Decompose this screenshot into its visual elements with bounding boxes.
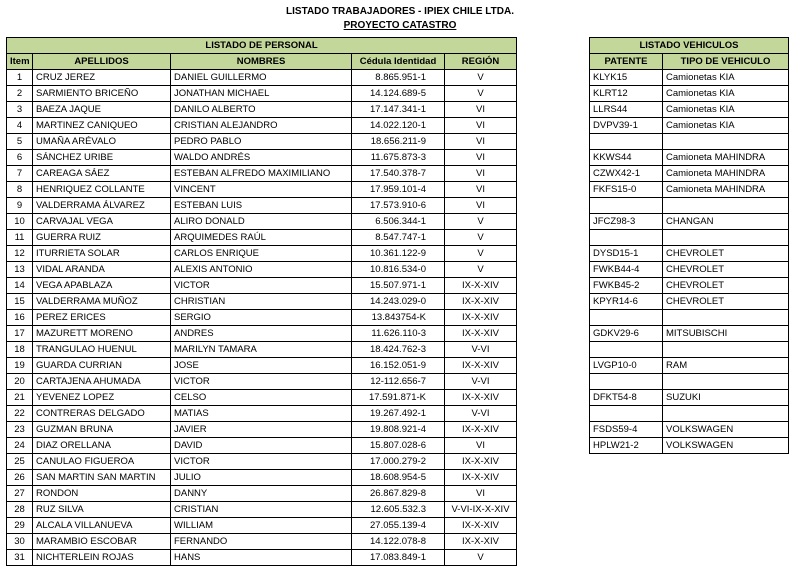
cell-region: IX-X-XIV (445, 294, 517, 310)
personal-table-title: LISTADO DE PERSONAL (7, 38, 517, 54)
table-row (7, 230, 517, 246)
cell-item: 29 (7, 518, 33, 534)
cell-cedula: 8.547.747-1 (352, 230, 445, 246)
table-row (590, 406, 789, 422)
cell-cedula: 18.424.762-3 (352, 342, 445, 358)
cell-patente (590, 310, 663, 326)
cell-nombres: CRISTIAN (171, 502, 352, 518)
cell-tipo-vehiculo: Camionetas KIA (663, 86, 789, 102)
cell-cedula: 14.122.078-8 (352, 534, 445, 550)
cell-nombres: WILLIAM (171, 518, 352, 534)
cell-region: IX-X-XIV (445, 534, 517, 550)
table-row (590, 342, 789, 358)
cell-nombres: MATIAS (171, 406, 352, 422)
cell-nombres: CARLOS ENRIQUE (171, 246, 352, 262)
cell-apellidos: ALCALA VILLANUEVA (33, 518, 171, 534)
cell-cedula: 17.573.910-6 (352, 198, 445, 214)
cell-apellidos: CANULAO FIGUEROA (33, 454, 171, 470)
table-row (590, 326, 789, 342)
cell-apellidos: ITURRIETA SOLAR (33, 246, 171, 262)
cell-item: 18 (7, 342, 33, 358)
table-row (590, 86, 789, 102)
cell-apellidos: VALDERRAMA ÁLVAREZ (33, 198, 171, 214)
cell-tipo-vehiculo (663, 230, 789, 246)
cell-nombres: DANNY (171, 486, 352, 502)
cell-item: 21 (7, 390, 33, 406)
cell-patente (590, 406, 663, 422)
cell-nombres: MARILYN TAMARA (171, 342, 352, 358)
cell-item: 31 (7, 550, 33, 566)
table-row (590, 310, 789, 326)
cell-apellidos: HENRIQUEZ COLLANTE (33, 182, 171, 198)
cell-region: V (445, 262, 517, 278)
cell-region: V-VI (445, 374, 517, 390)
cell-apellidos: MARAMBIO ESCOBAR (33, 534, 171, 550)
cell-region: V (445, 246, 517, 262)
cell-nombres: JOSE (171, 358, 352, 374)
document-titles (0, 5, 800, 33)
cell-nombres: ALEXIS ANTONIO (171, 262, 352, 278)
cell-cedula: 12-112.656-7 (352, 374, 445, 390)
cell-cedula: 6.506.344-1 (352, 214, 445, 230)
cell-nombres: DANIEL GUILLERMO (171, 70, 352, 86)
cell-item: 19 (7, 358, 33, 374)
cell-patente: JFCZ98-3 (590, 214, 663, 230)
cell-nombres: ESTEBAN ALFREDO MAXIMILIANO (171, 166, 352, 182)
cell-patente: LLRS44 (590, 102, 663, 118)
cell-region: IX-X-XIV (445, 518, 517, 534)
sub-title: PROYECTO CATASTRO (343, 20, 457, 31)
cell-item: 10 (7, 214, 33, 230)
table-row (7, 550, 517, 566)
cell-item: 17 (7, 326, 33, 342)
cell-item: 11 (7, 230, 33, 246)
table-row (7, 150, 517, 166)
table-row (590, 134, 789, 150)
table-row (7, 166, 517, 182)
cell-patente: DVPV39-1 (590, 118, 663, 134)
cell-region: IX-X-XIV (445, 422, 517, 438)
cell-nombres: CRISTIAN ALEJANDRO (171, 118, 352, 134)
header-item: Item (7, 54, 33, 70)
cell-tipo-vehiculo: CHEVROLET (663, 246, 789, 262)
table-row (590, 438, 789, 454)
cell-nombres: DANILO ALBERTO (171, 102, 352, 118)
cell-patente: DYSD15-1 (590, 246, 663, 262)
cell-cedula: 11.675.873-3 (352, 150, 445, 166)
cell-nombres: JAVIER (171, 422, 352, 438)
table-row (7, 278, 517, 294)
header-cedula: Cédula Identidad (352, 54, 445, 70)
cell-patente: FKFS15-0 (590, 182, 663, 198)
cell-region: V (445, 86, 517, 102)
cell-item: 15 (7, 294, 33, 310)
table-row (7, 422, 517, 438)
cell-apellidos: BAEZA JAQUE (33, 102, 171, 118)
cell-tipo-vehiculo (663, 198, 789, 214)
cell-region: V (445, 214, 517, 230)
cell-region: V-VI-IX-X-XIV (445, 502, 517, 518)
cell-nombres: VICTOR (171, 278, 352, 294)
cell-cedula: 17.591.871-K (352, 390, 445, 406)
cell-apellidos: CARTAJENA AHUMADA (33, 374, 171, 390)
cell-cedula: 18.656.211-9 (352, 134, 445, 150)
cell-cedula: 14.022.120-1 (352, 118, 445, 134)
cell-nombres: JULIO (171, 470, 352, 486)
table-row (7, 118, 517, 134)
cell-region: IX-X-XIV (445, 278, 517, 294)
cell-tipo-vehiculo: Camionetas KIA (663, 118, 789, 134)
cell-item: 6 (7, 150, 33, 166)
cell-item: 8 (7, 182, 33, 198)
cell-tipo-vehiculo: SUZUKI (663, 390, 789, 406)
cell-apellidos: VIDAL ARANDA (33, 262, 171, 278)
cell-patente (590, 342, 663, 358)
cell-apellidos: UMAÑA ARÉVALO (33, 134, 171, 150)
cell-tipo-vehiculo: Camioneta MAHINDRA (663, 182, 789, 198)
cell-apellidos: PEREZ ERICES (33, 310, 171, 326)
table-row (7, 390, 517, 406)
cell-region: V (445, 550, 517, 566)
table-row (7, 102, 517, 118)
table-row (7, 454, 517, 470)
cell-apellidos: GUERRA RUIZ (33, 230, 171, 246)
cell-patente: HPLW21-2 (590, 438, 663, 454)
vehiculos-table-body (590, 70, 789, 454)
cell-apellidos: GUARDA CURRIAN (33, 358, 171, 374)
cell-item: 28 (7, 502, 33, 518)
cell-region: V-VI (445, 342, 517, 358)
cell-nombres: SERGIO (171, 310, 352, 326)
cell-tipo-vehiculo: Camionetas KIA (663, 70, 789, 86)
cell-nombres: ANDRES (171, 326, 352, 342)
header-nombres: NOMBRES (171, 54, 352, 70)
table-row (7, 438, 517, 454)
cell-tipo-vehiculo (663, 134, 789, 150)
table-row (590, 198, 789, 214)
cell-cedula: 8.865.951-1 (352, 70, 445, 86)
cell-nombres: ARQUIMEDES RAÚL (171, 230, 352, 246)
cell-item: 16 (7, 310, 33, 326)
cell-region: IX-X-XIV (445, 470, 517, 486)
table-row (590, 246, 789, 262)
table-row (7, 470, 517, 486)
cell-nombres: CHRISTIAN (171, 294, 352, 310)
cell-apellidos: SÁNCHEZ URIBE (33, 150, 171, 166)
cell-nombres: VICTOR (171, 454, 352, 470)
cell-region: V (445, 70, 517, 86)
cell-tipo-vehiculo (663, 310, 789, 326)
cell-patente: KLYK15 (590, 70, 663, 86)
table-row (7, 358, 517, 374)
table-row (590, 358, 789, 374)
cell-region: VI (445, 182, 517, 198)
cell-patente (590, 198, 663, 214)
cell-tipo-vehiculo (663, 406, 789, 422)
header-tipo-vehiculo: TIPO DE VEHICULO (663, 54, 789, 70)
cell-cedula: 15.507.971-1 (352, 278, 445, 294)
cell-patente: LVGP10-0 (590, 358, 663, 374)
cell-region: VI (445, 102, 517, 118)
cell-item: 25 (7, 454, 33, 470)
cell-tipo-vehiculo: Camioneta MAHINDRA (663, 166, 789, 182)
cell-nombres: HANS (171, 550, 352, 566)
table-row (590, 422, 789, 438)
cell-cedula: 11.626.110-3 (352, 326, 445, 342)
cell-patente: GDKV29-6 (590, 326, 663, 342)
cell-cedula: 10.361.122-9 (352, 246, 445, 262)
cell-item: 26 (7, 470, 33, 486)
cell-apellidos: CONTRERAS DELGADO (33, 406, 171, 422)
cell-item: 22 (7, 406, 33, 422)
cell-patente (590, 134, 663, 150)
cell-region: V-VI (445, 406, 517, 422)
vehiculos-table-title: LISTADO VEHICULOS (590, 38, 789, 54)
cell-region: VI (445, 166, 517, 182)
table-row (590, 278, 789, 294)
cell-apellidos: VEGA APABLAZA (33, 278, 171, 294)
cell-patente: FSDS59-4 (590, 422, 663, 438)
cell-cedula: 19.808.921-4 (352, 422, 445, 438)
table-row (7, 134, 517, 150)
cell-apellidos: RUZ SILVA (33, 502, 171, 518)
vehiculos-table (589, 37, 789, 454)
cell-apellidos: DIAZ ORELLANA (33, 438, 171, 454)
main-title: LISTADO TRABAJADORES - IPIEX CHILE LTDA. (286, 6, 514, 17)
table-row (590, 70, 789, 86)
cell-item: 1 (7, 70, 33, 86)
cell-patente: FWKB45-2 (590, 278, 663, 294)
cell-apellidos: CRUZ JEREZ (33, 70, 171, 86)
cell-patente (590, 230, 663, 246)
cell-region: VI (445, 150, 517, 166)
cell-tipo-vehiculo: CHEVROLET (663, 294, 789, 310)
table-row (7, 502, 517, 518)
cell-tipo-vehiculo: VOLKSWAGEN (663, 438, 789, 454)
table-row (7, 262, 517, 278)
cell-region: V (445, 230, 517, 246)
cell-tipo-vehiculo: VOLKSWAGEN (663, 422, 789, 438)
cell-apellidos: TRANGULAO HUENUL (33, 342, 171, 358)
cell-nombres: CELSO (171, 390, 352, 406)
table-row (590, 262, 789, 278)
table-row (590, 214, 789, 230)
cell-region: VI (445, 118, 517, 134)
cell-nombres: VICTOR (171, 374, 352, 390)
cell-tipo-vehiculo: CHEVROLET (663, 278, 789, 294)
cell-region: IX-X-XIV (445, 358, 517, 374)
cell-region: VI (445, 438, 517, 454)
table-row (7, 486, 517, 502)
cell-cedula: 16.152.051-9 (352, 358, 445, 374)
cell-tipo-vehiculo: MITSUBISCHI (663, 326, 789, 342)
cell-item: 13 (7, 262, 33, 278)
table-row (7, 342, 517, 358)
table-row (7, 534, 517, 550)
table-row (7, 246, 517, 262)
table-row (7, 518, 517, 534)
personal-table-body (7, 70, 517, 566)
table-row (7, 70, 517, 86)
cell-region: IX-X-XIV (445, 310, 517, 326)
cell-cedula: 17.959.101-4 (352, 182, 445, 198)
cell-item: 24 (7, 438, 33, 454)
cell-apellidos: YEVENEZ LOPEZ (33, 390, 171, 406)
vehiculos-header-row (590, 54, 789, 70)
table-row (7, 294, 517, 310)
table-row (590, 390, 789, 406)
cell-item: 2 (7, 86, 33, 102)
cell-patente (590, 374, 663, 390)
table-row (590, 374, 789, 390)
cell-nombres: VINCENT (171, 182, 352, 198)
cell-tipo-vehiculo: Camioneta MAHINDRA (663, 150, 789, 166)
table-row (590, 182, 789, 198)
cell-item: 14 (7, 278, 33, 294)
cell-nombres: WALDO ANDRÉS (171, 150, 352, 166)
cell-patente: KKWS44 (590, 150, 663, 166)
cell-cedula: 14.124.689-5 (352, 86, 445, 102)
cell-patente: FWKB44-4 (590, 262, 663, 278)
cell-apellidos: CAREAGA SÁEZ (33, 166, 171, 182)
cell-cedula: 13.843754-K (352, 310, 445, 326)
cell-tipo-vehiculo (663, 342, 789, 358)
cell-region: IX-X-XIV (445, 454, 517, 470)
cell-patente: CZWX42-1 (590, 166, 663, 182)
cell-item: 20 (7, 374, 33, 390)
cell-region: VI (445, 486, 517, 502)
header-region: REGIÓN (445, 54, 517, 70)
table-row (590, 118, 789, 134)
cell-cedula: 17.000.279-2 (352, 454, 445, 470)
cell-region: IX-X-XIV (445, 390, 517, 406)
cell-nombres: ESTEBAN LUIS (171, 198, 352, 214)
table-row (590, 230, 789, 246)
cell-apellidos: SAN MARTIN SAN MARTIN (33, 470, 171, 486)
table-row (7, 214, 517, 230)
cell-cedula: 10.816.534-0 (352, 262, 445, 278)
cell-region: IX-X-XIV (445, 326, 517, 342)
cell-apellidos: MARTINEZ CANIQUEO (33, 118, 171, 134)
table-row (7, 374, 517, 390)
cell-cedula: 27.055.139-4 (352, 518, 445, 534)
table-row (7, 406, 517, 422)
cell-tipo-vehiculo: RAM (663, 358, 789, 374)
personal-table (6, 37, 517, 566)
personal-header-row (7, 54, 517, 70)
cell-cedula: 17.147.341-1 (352, 102, 445, 118)
cell-cedula: 19.267.492-1 (352, 406, 445, 422)
cell-apellidos: GUZMAN BRUNA (33, 422, 171, 438)
cell-apellidos: RONDON (33, 486, 171, 502)
cell-tipo-vehiculo (663, 374, 789, 390)
cell-tipo-vehiculo: CHEVROLET (663, 262, 789, 278)
cell-nombres: FERNANDO (171, 534, 352, 550)
cell-cedula: 26.867.829-8 (352, 486, 445, 502)
header-apellidos: APELLIDOS (33, 54, 171, 70)
cell-cedula: 18.608.954-5 (352, 470, 445, 486)
table-row (590, 102, 789, 118)
cell-item: 3 (7, 102, 33, 118)
cell-cedula: 17.083.849-1 (352, 550, 445, 566)
cell-cedula: 14.243.029-0 (352, 294, 445, 310)
cell-region: VI (445, 134, 517, 150)
cell-tipo-vehiculo: CHANGAN (663, 214, 789, 230)
header-patente: PATENTE (590, 54, 663, 70)
cell-item: 4 (7, 118, 33, 134)
cell-nombres: DAVID (171, 438, 352, 454)
cell-patente: DFKT54-8 (590, 390, 663, 406)
cell-tipo-vehiculo: Camionetas KIA (663, 102, 789, 118)
cell-item: 30 (7, 534, 33, 550)
table-row (590, 150, 789, 166)
cell-apellidos: NICHTERLEIN ROJAS (33, 550, 171, 566)
cell-cedula: 12.605.532.3 (352, 502, 445, 518)
table-row (7, 326, 517, 342)
table-row (7, 198, 517, 214)
cell-item: 9 (7, 198, 33, 214)
cell-item: 7 (7, 166, 33, 182)
table-row (7, 182, 517, 198)
table-row (590, 166, 789, 182)
cell-item: 27 (7, 486, 33, 502)
cell-apellidos: SARMIENTO BRICEÑO (33, 86, 171, 102)
cell-patente: KLRT12 (590, 86, 663, 102)
cell-nombres: PEDRO PABLO (171, 134, 352, 150)
cell-cedula: 15.807.028-6 (352, 438, 445, 454)
cell-nombres: ALIRO DONALD (171, 214, 352, 230)
cell-patente: KPYR14-6 (590, 294, 663, 310)
table-row (7, 86, 517, 102)
cell-nombres: JONATHAN MICHAEL (171, 86, 352, 102)
table-row (590, 294, 789, 310)
cell-item: 12 (7, 246, 33, 262)
cell-apellidos: MAZURETT MORENO (33, 326, 171, 342)
cell-cedula: 17.540.378-7 (352, 166, 445, 182)
cell-item: 5 (7, 134, 33, 150)
cell-apellidos: CARVAJAL VEGA (33, 214, 171, 230)
table-row (7, 310, 517, 326)
cell-apellidos: VALDERRAMA MUÑOZ (33, 294, 171, 310)
cell-region: VI (445, 198, 517, 214)
cell-item: 23 (7, 422, 33, 438)
